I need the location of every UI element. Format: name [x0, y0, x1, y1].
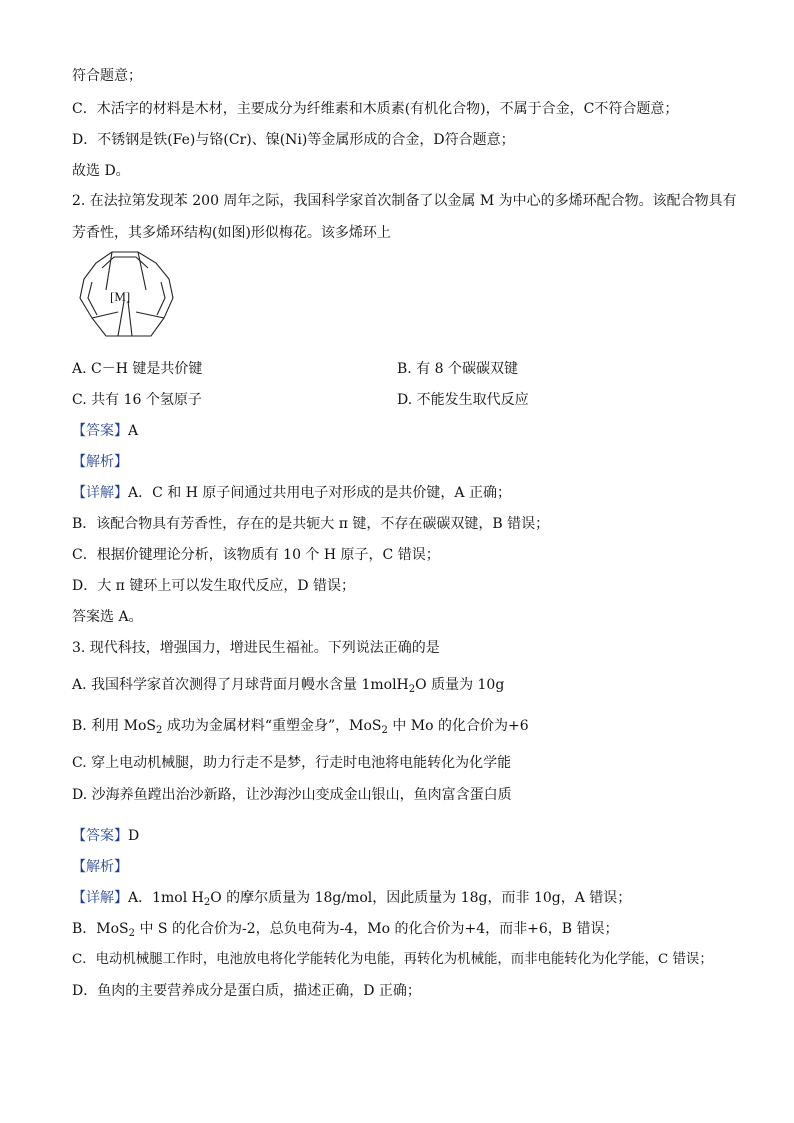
detail-line: 【详解】A．1mol $H_2O$ 的摩尔质量为 18g/mol，因此质量为 18g，而非 10g，A 错误； [72, 890, 632, 908]
text-line: C．木活字的材料是木材，主要成分为纤维素和木质素(有机化合物)，不属于合金，C不符合题意； [72, 101, 679, 117]
analysis-tag [72, 857, 128, 877]
conclusion-line: 答案选 A。 [72, 609, 143, 625]
answer-line [72, 826, 139, 846]
answer-tag: 【答案】 [72, 423, 128, 439]
answer-value: D [128, 828, 140, 844]
detail-tag: 【详解】 [72, 890, 128, 906]
analysis-label: 【解析】 [72, 454, 128, 470]
detail-line: D．鱼肉的主要营养成分是蛋白质，描述正确，D 正确； [72, 983, 421, 999]
option-b: B. 利用 MoS$_2$ 成功为金属材料“重塑金身”，MoS$_2$ 中 Mo 的化合价为+6 [72, 718, 529, 736]
answer-value: A [128, 423, 139, 439]
answer-tag: 【答案】 [72, 828, 128, 844]
text-line: D．不锈钢是铁(Fe)与铬(Cr)、镍(Ni)等金属形成的合金，D符合题意； [72, 132, 515, 148]
detail-line: B．该配合物具有芳香性，存在的是共轭大 π 键，不存在碳碳双键，B 错误； [72, 516, 550, 532]
detail-tag: 【详解】 [72, 485, 128, 501]
option-d: D. 不能发生取代反应 [397, 392, 529, 408]
option-a: A. 我国科学家首次测得了月球背面月幔水含量 1molH$_2$O 质量为 10g [72, 677, 505, 695]
option-c: C. 共有 16 个氢原子 [72, 392, 202, 408]
polyene-ring-figure [72, 246, 182, 346]
question-stem: 2. 在法拉第发现苯 200 周年之际，我国科学家首次制备了以金属 M 为中心的多烯环配合物。该配合物具有 [72, 193, 737, 209]
option-b: B. 有 8 个碳碳双键 [397, 361, 518, 377]
text-line: 符合题意； [72, 68, 142, 84]
analysis-tag [72, 452, 128, 472]
detail-text: A．C 和 H 原子间通过共用电子对形成的是共价键，A 正确； [128, 485, 511, 501]
option-d: D. 沙海养鱼蹚出治沙新路，让沙海沙山变成金山银山，鱼肉富含蛋白质 [72, 787, 512, 803]
analysis-label: 【解析】 [72, 859, 128, 875]
detail-line: B．MoS$_2$ 中 S 的化合价为-2，总负电荷为-4，Mo 的化合价为+4，而非+6，B 错误； [72, 921, 619, 939]
option-a: A. C－H 键是共价键 [72, 361, 203, 377]
metal-label: [M] [110, 289, 131, 304]
answer-line [72, 421, 138, 441]
detail-line: D．大 π 键环上可以发生取代反应，D 错误； [72, 578, 355, 594]
detail-line [72, 483, 511, 503]
detail-line: C．根据价键理论分析，该物质有 10 个 H 原子，C 错误； [72, 547, 440, 563]
question-stem: 芳香性，其多烯环结构(如图)形似梅花。该多烯环上 [72, 225, 391, 241]
text-line: 故选 D。 [72, 163, 130, 179]
question-stem: 3. 现代科技，增强国力，增进民生福祉。下列说法正确的是 [72, 640, 440, 656]
detail-line: C．电动机械腿工作时，电池放电将化学能转化为电能，再转化为机械能，而非电能转化为化学能，C 错误； [72, 952, 713, 967]
option-c: C. 穿上电动机械腿，助力行走不是梦，行走时电池将电能转化为化学能 [72, 755, 512, 771]
